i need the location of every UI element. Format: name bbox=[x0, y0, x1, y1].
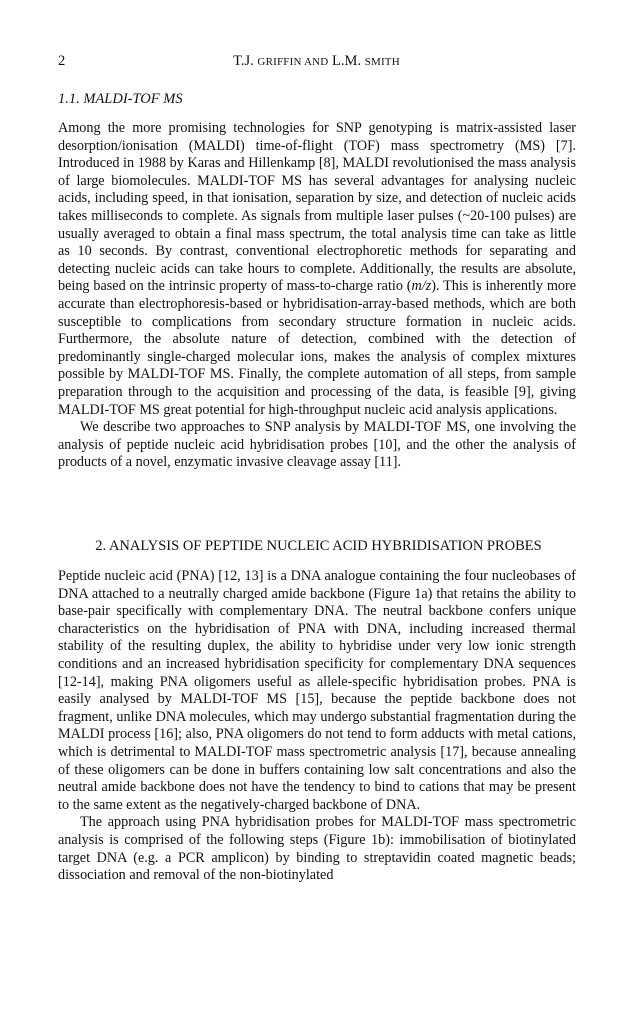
paragraph-2: We describe two approaches to SNP analysis by MALDI-TOF MS, one involving the analysis of peptide nucleic acid hybridisation probes [10], and the other the analysis of products of a novel, enzymatic invasive cleavage assay [11]. bbox=[58, 419, 576, 471]
subsection-title: 1.1. MALDI-TOF MS bbox=[58, 91, 183, 107]
paragraph-1 bbox=[58, 120, 576, 419]
paragraph-1-text-b: ). This is inherently more accurate than electrophoresis-based or hybridisation-array-based methods, which are both susceptible to complications from secondary structure formation in nucleic acids. Furthermore, the absolute nature of detection, combined with the detection of predominantly single-charged molecular ions, makes the analysis of complex mixtures possible by MALDI-TOF MS. Finally, the complete automation of all steps, from sample preparation through to the acquisition and processing of the data, is feasible [9], giving MALDI-TOF MS great potential for high-throughput nucleic acid analysis applications. bbox=[58, 278, 576, 418]
paragraph-1-text-a: Among the more promising technologies for SNP genotyping is matrix-assisted laser desorption/ionisation (MALDI) time-of-flight (TOF) mass spectrometry (MS) [7]. Introduced in 1988 by Karas and Hillenkamp [8], MALDI revolutionised the mass analysis of large biomolecules. MALDI-TOF MS has several advantages for analysing nucleic acids, including speed, in that ionisation, separation by size, and detection of nucleic acids takes milliseconds to complete. As signals from multiple laser pulses (~20-100 pulses) are usually averaged to obtain a final mass spectrum, the total analysis time can take as little as 10 seconds. By contrast, conventional electrophoretic methods for separating and detecting nucleic acids can take hours to complete. Additionally, the results are absolute, being based on the intrinsic property of mass-to-charge ratio ( bbox=[58, 120, 576, 295]
running-header bbox=[0, 53, 633, 70]
running-header-prefix: T.J. bbox=[233, 53, 258, 69]
section-2-body bbox=[58, 568, 576, 885]
running-header-smallcaps-2: SMITH bbox=[364, 56, 400, 68]
paragraph-4: The approach using PNA hybridisation probes for MALDI-TOF mass spectrometric analysis is comprised of the following steps (Figure 1b): immobilisation of biotinylated target DNA (e.g. a PCR amplicon) by binding to streptavidin coated magnetic beads; dissociation and removal of the non-biotinylated bbox=[58, 814, 576, 884]
running-header-mid: L.M. bbox=[328, 53, 365, 69]
section-heading bbox=[0, 538, 633, 555]
running-header-smallcaps-1: GRIFFIN AND bbox=[257, 56, 329, 68]
page-number: 2 bbox=[58, 53, 66, 69]
section-heading-text: 2. ANALYSIS OF PEPTIDE NUCLEIC ACID HYBRIDISATION PROBES bbox=[95, 538, 542, 554]
mz-italic: m/z bbox=[411, 278, 432, 295]
paragraph-3: Peptide nucleic acid (PNA) [12, 13] is a DNA analogue containing the four nucleobases of DNA attached to a neutrally charged amide backbone (Figure 1a) that retains the ability to base-pair specifically with complementary DNA. The neutral backbone confers unique characteristics on the hybridisation of PNA with DNA, including increased thermal stability of the resulting duplex, the ability to hybridise under very low ionic strength conditions and an increased hybridisation specificity for complementary DNA sequences [12-14], making PNA oligomers useful as allele-specific hybridisation probes. PNA is easily analysed by MALDI-TOF MS [15], because the peptide backbone does not fragment, unlike DNA molecules, which may undergo substantial fragmentation during the MALDI process [16]; also, PNA oligomers do not tend to form adducts with metal cations, which is detrimental to MALDI-TOF mass spectrometric analysis [17], because annealing of these oligomers can be done in buffers containing low salt concentrations and also the neutral amide backbone does not have the tendency to bind to cations that may be present to the same extent as the negatively-charged backbone of DNA. bbox=[58, 568, 576, 813]
section-1-1-body bbox=[58, 120, 576, 472]
